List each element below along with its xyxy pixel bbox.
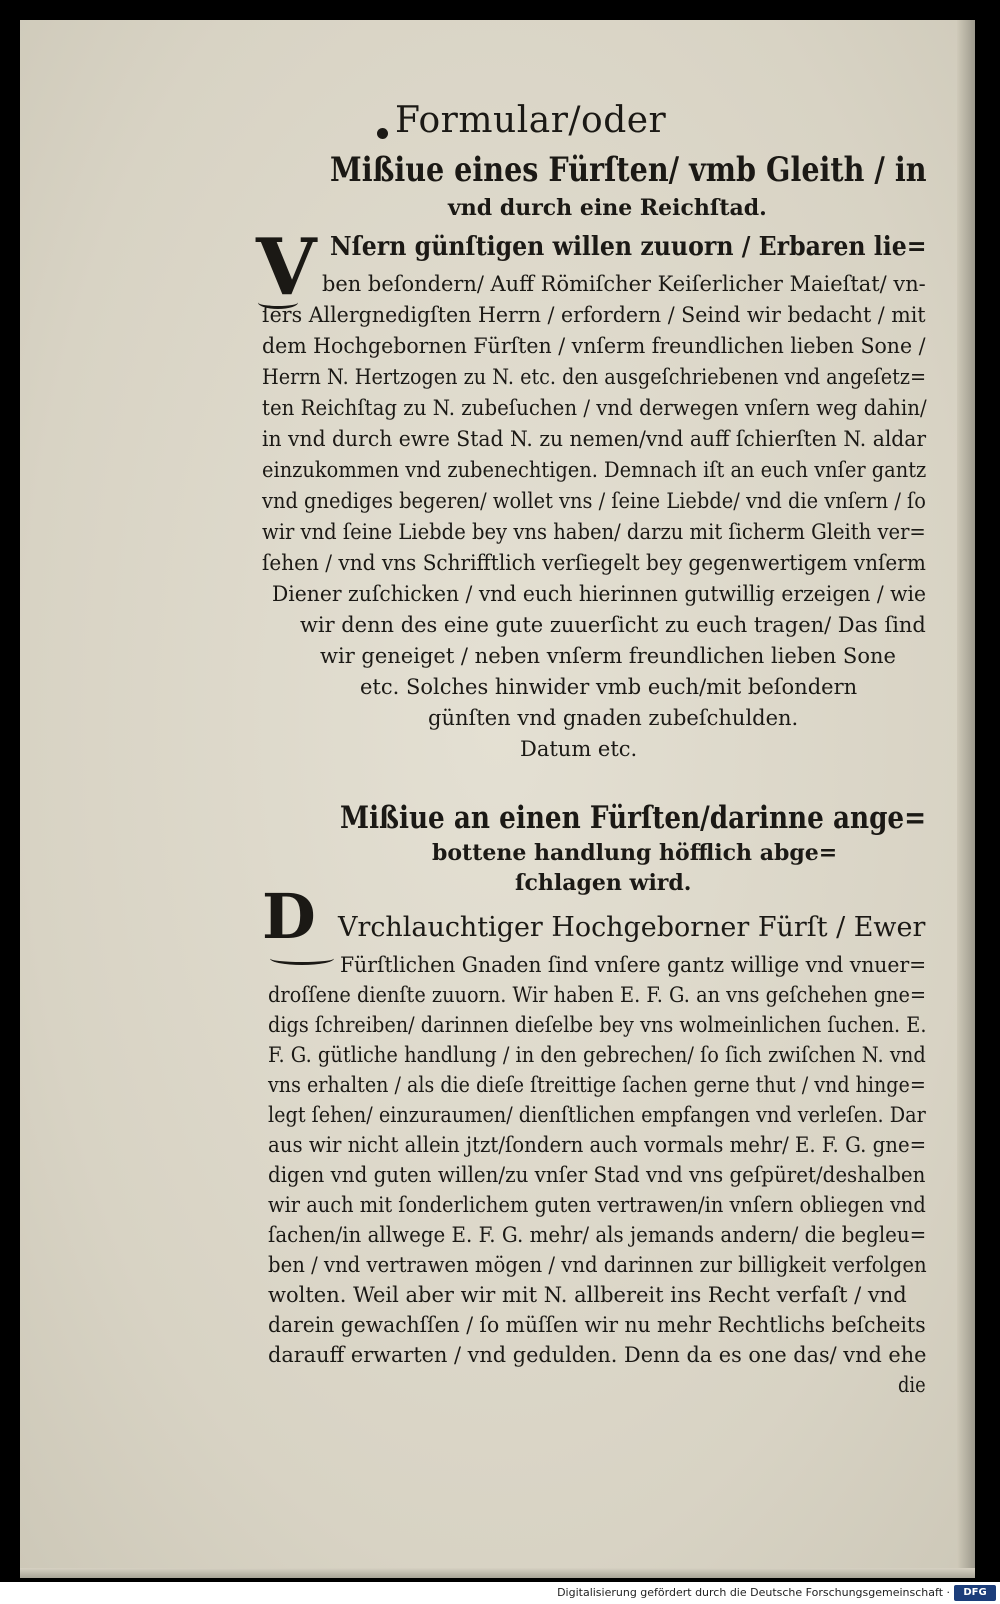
letter2-title-line1: Mißiue an einen Fürſten/darinne ange= bbox=[340, 800, 927, 836]
letter1-datum: Datum etc. bbox=[520, 737, 638, 761]
footer-credit: Digitalisierung gefördert durch die Deutsche Forschungsgemeinschaft · bbox=[557, 1586, 950, 1599]
dfg-logo[interactable]: DFG bbox=[954, 1585, 996, 1601]
ornament-dot bbox=[377, 128, 388, 139]
initial-flourish bbox=[270, 952, 334, 965]
letter2-line: Vrchlauchtiger Hochgeborner Fürſt / Ewer bbox=[338, 912, 926, 943]
letter1-line: wir denn des eine gute zuuerſicht zu euch tragen/ Das ſind bbox=[300, 613, 926, 637]
letter1-title-line2: vnd durch eine Reichſtad. bbox=[448, 195, 767, 221]
letter1-line: Diener zuſchicken / vnd euch hierinnen gutwillig erzeigen / wie bbox=[272, 582, 927, 606]
letter2-line: ben / vnd vertrawen mögen / vnd darinnen zur billigkeit verfolgen bbox=[268, 1253, 927, 1277]
letter2-initial: D bbox=[262, 880, 316, 953]
letter2-title-line2: bottene handlung höfflich abge= bbox=[432, 840, 838, 866]
letter2-line: aus wir nicht allein jtzt/ſondern auch vormals mehr/ E. F. G. gne= bbox=[268, 1133, 927, 1157]
letter1-line: günſten vnd gnaden zubeſchulden. bbox=[428, 706, 799, 730]
letter1-line: wir vnd ſeine Liebde bey vns haben/ darzu mit ſicherm Gleith ver= bbox=[262, 520, 926, 544]
letter1-line: Herrn N. Hertzogen zu N. etc. den ausgeſchriebenen vnd angeſetz= bbox=[262, 365, 927, 389]
letter1-line: ſers Allergnedigſten Herrn / erfordern / Seind wir bedacht / mit bbox=[262, 303, 926, 327]
letter1-line: in vnd durch ewre Stad N. zu nemen/vnd auff ſchierſten N. aldar bbox=[262, 427, 927, 451]
letter1-line: ben beſondern/ Auff Römiſcher Keiſerlicher Maieſtat/ vn- bbox=[322, 272, 926, 296]
letter2-title-line3: ſchlagen wird. bbox=[515, 870, 692, 896]
letter2-line: darein gewachſſen / ſo müſſen wir nu mehr Rechtlichs beſcheits bbox=[268, 1313, 926, 1337]
letter1-line: etc. Solches hinwider vmb euch/mit beſondern bbox=[360, 675, 858, 699]
letter1-line: wir geneiget / neben vnſerm freundlichen lieben Sone bbox=[320, 644, 896, 668]
letter2-line: Fürſtlichen Gnaden ſind vnſere gantz willige vnd vnuer= bbox=[340, 953, 927, 977]
letter2-line: digen vnd guten willen/zu vnſer Stad vnd vns geſpüret/deshalben bbox=[268, 1163, 926, 1187]
letter1-line: ſehen / vnd vns Schrifftlich verſiegelt bey gegenwertigem vnſerm bbox=[262, 551, 926, 575]
letter2-line: wir auch mit ſonderlichem guten vertrawen/in vnſern obliegen vnd bbox=[268, 1193, 926, 1217]
page-edge-shadow bbox=[957, 20, 975, 1578]
digitization-footer bbox=[0, 1582, 1000, 1604]
letter1-initial: V bbox=[256, 222, 317, 313]
letter1-line: Nſern günſtigen willen zuuorn / Erbaren lie= bbox=[330, 232, 927, 262]
letter1-line: ten Reichſtag zu N. zubeſuchen / vnd derwegen vnſern weg dahin/ bbox=[262, 396, 927, 420]
letter2-line: digs ſchreiben/ darinnen dieſelbe bey vns wolmeinlichen ſuchen. E. bbox=[268, 1013, 927, 1037]
letter2-line: vns erhalten / als die dieſe ſtreittige ſachen gerne thut / vnd hinge= bbox=[268, 1073, 926, 1097]
letter1-title-line1: Mißiue eines Fürſten/ vmb Gleith / in bbox=[330, 150, 927, 190]
letter2-line: wolten. Weil aber wir mit N. allbereit ins Recht verfaſt / vnd bbox=[268, 1283, 907, 1307]
letter2-line: legt ſehen/ einzuraumen/ dienſtlichen empfangen vnd verleſen. Dar bbox=[268, 1103, 926, 1127]
letter1-line: vnd gnediges begeren/ wollet vns / ſeine Liebde/ vnd die vnſern / ſo bbox=[262, 489, 926, 513]
page-bottom-shadow bbox=[20, 1568, 975, 1578]
letter1-line: dem Hochgebornen Fürſten / vnſerm freundlichen lieben Sone / bbox=[262, 334, 926, 358]
letter2-line: F. G. gütliche handlung / in den gebrechen/ ſo ſich zwiſchen N. vnd bbox=[268, 1043, 926, 1067]
running-head: Formular/oder bbox=[395, 100, 667, 141]
letter2-line: ſachen/in allwege E. F. G. mehr/ als jemands andern/ die begleu= bbox=[268, 1223, 927, 1247]
letter1-line: einzukommen vnd zubenechtigen. Demnach iſt an euch vnſer gantz bbox=[262, 458, 927, 482]
letter2-line: droſſene dienſte zuuorn. Wir haben E. F. G. an vns geſchehen gne= bbox=[268, 983, 927, 1007]
catchword: die bbox=[898, 1373, 926, 1397]
letter2-line: darauff erwarten / vnd gedulden. Denn da es one das/ vnd ehe bbox=[268, 1343, 927, 1367]
